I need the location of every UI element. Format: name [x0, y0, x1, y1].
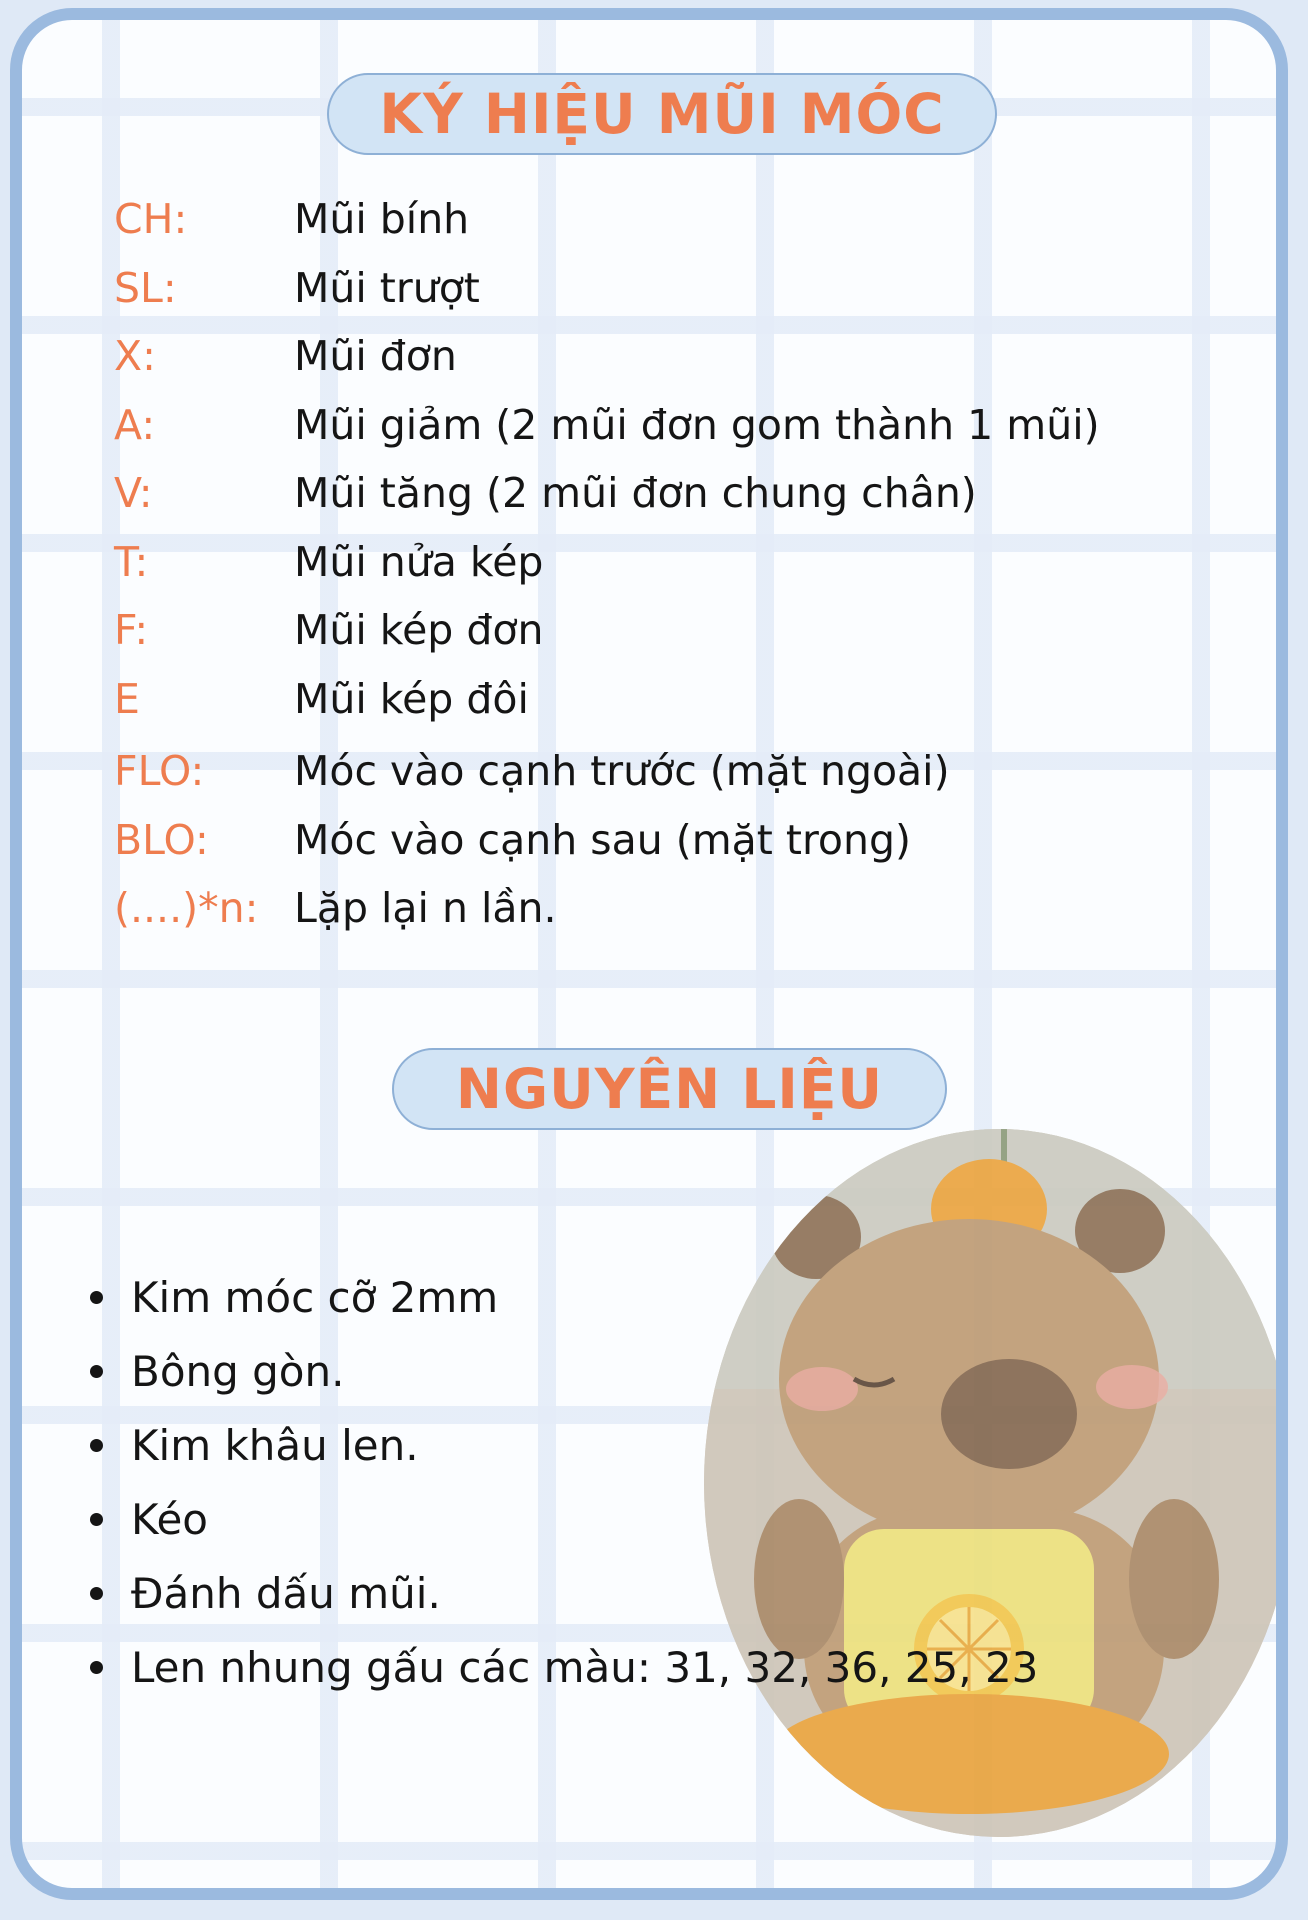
bullet-icon	[90, 1661, 103, 1674]
legend-abbr: F:	[114, 606, 149, 654]
pattern-card	[10, 8, 1288, 1900]
right-cheek-icon	[1096, 1365, 1168, 1409]
legend-row	[114, 606, 1100, 675]
bullet-icon	[90, 1291, 103, 1304]
legend-row	[114, 469, 1100, 538]
material-text: Len nhung gấu các màu: 31, 32, 36, 25, 23	[131, 1642, 1039, 1692]
materials-list	[90, 1260, 1038, 1704]
legend-abbr: V:	[114, 469, 153, 517]
legend-meaning: Mũi kép đơn	[294, 606, 544, 654]
right-arm-icon	[1129, 1499, 1219, 1659]
legend-meaning: Mũi giảm (2 mũi đơn gom thành 1 mũi)	[294, 400, 1100, 449]
legend-row	[114, 401, 1100, 470]
legend-abbr: E	[114, 674, 140, 723]
list-item	[90, 1556, 1038, 1630]
legend-abbr: A:	[114, 400, 156, 449]
bullet-icon	[90, 1439, 103, 1452]
legend-meaning: Mũi đơn	[294, 332, 457, 380]
legend-row	[114, 816, 1100, 885]
legend-abbr: T:	[114, 537, 149, 586]
legend-row	[114, 675, 1100, 744]
bullet-icon	[90, 1587, 103, 1600]
legend-abbr: SL:	[114, 263, 177, 312]
list-item	[90, 1260, 1038, 1334]
legend-meaning: Lặp lại n lần.	[294, 884, 557, 932]
legend-row	[114, 538, 1100, 607]
legend-meaning: Mũi trượt	[294, 263, 480, 312]
materials-title: NGUYÊN LIỆU	[392, 1048, 947, 1130]
legend-meaning: Mũi kép đôi	[294, 674, 529, 723]
legend-row	[114, 264, 1100, 333]
material-text: Kéo	[131, 1494, 208, 1544]
legend-row	[114, 884, 1100, 953]
legend-meaning: Móc vào cạnh sau (mặt trong)	[294, 815, 912, 864]
list-item	[90, 1334, 1038, 1408]
list-item	[90, 1408, 1038, 1482]
material-text: Bông gòn.	[131, 1346, 345, 1396]
legend-row	[114, 195, 1100, 264]
orange-ruffle-icon	[769, 1694, 1169, 1814]
legend-meaning: Mũi nửa kép	[294, 537, 544, 586]
list-item	[90, 1482, 1038, 1556]
material-text: Kim móc cỡ 2mm	[131, 1272, 499, 1322]
stitch-legend-list	[114, 195, 1100, 953]
legend-abbr: (....)*n:	[114, 884, 259, 932]
legend-abbr: CH:	[114, 195, 188, 243]
legend-meaning: Mũi tăng (2 mũi đơn chung chân)	[294, 469, 977, 517]
bullet-icon	[90, 1513, 103, 1526]
list-item	[90, 1630, 1038, 1704]
legend-meaning: Móc vào cạnh trước (mặt ngoài)	[294, 747, 950, 795]
material-text: Kim khâu len.	[131, 1420, 419, 1470]
legend-row	[114, 747, 1100, 816]
stitch-legend-title: KÝ HIỆU MŨI MÓC	[327, 73, 997, 155]
material-text: Đánh dấu mũi.	[131, 1568, 441, 1618]
bullet-icon	[90, 1365, 103, 1378]
legend-abbr: BLO:	[114, 815, 209, 864]
legend-abbr: X:	[114, 332, 156, 380]
legend-meaning: Mũi bính	[294, 195, 470, 243]
legend-abbr: FLO:	[114, 747, 205, 795]
legend-row	[114, 332, 1100, 401]
